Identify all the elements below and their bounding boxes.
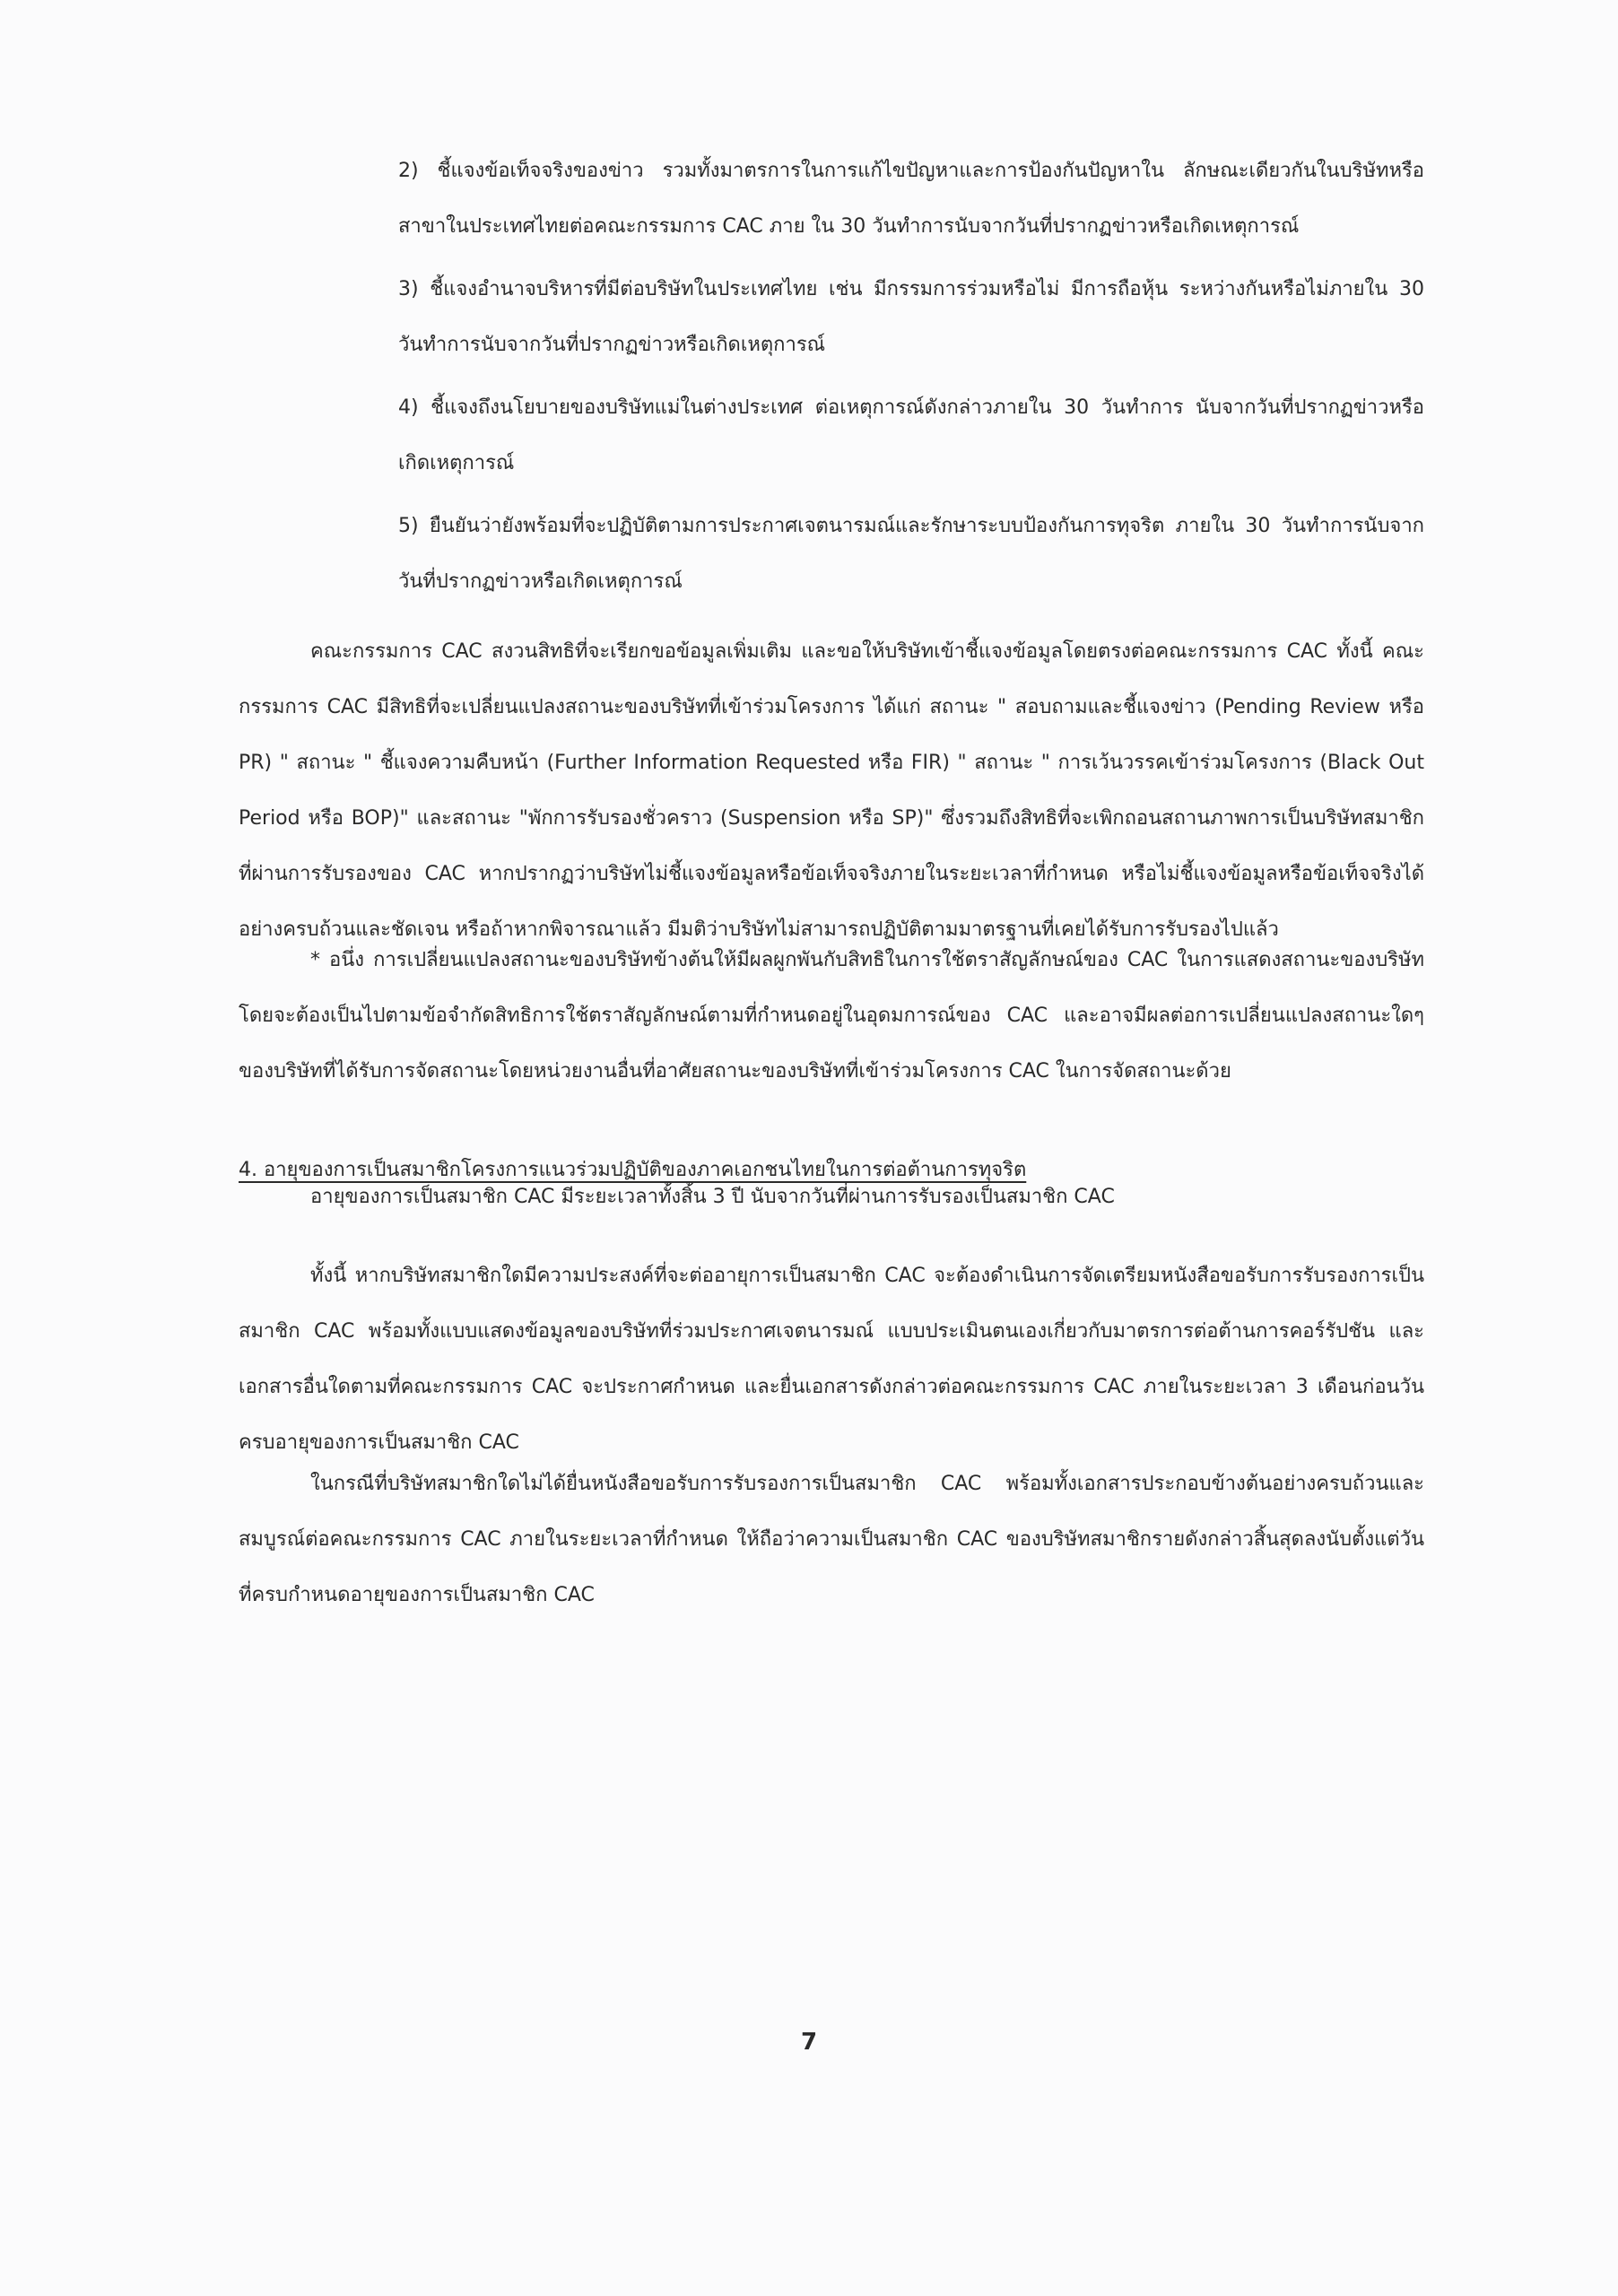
section-heading: 4. อายุของการเป็นสมาชิกโครงการแนวร่วมปฏิบัติของภาคเอกชนไทยในการต่อต้านการทุจริต: [239, 1159, 1027, 1181]
paragraph-status-change: คณะกรรมการ CAC สงวนสิทธิที่จะเรียกขอข้อมูลเพิ่มเติม และขอให้บริษัทเข้าชี้แจงข้อมูลโดยตรงต่อคณะกรรมการ CAC ทั้งนี้ คณะกรรมการ CAC มีสิทธิที่จะเปลี่ยนแปลงสถานะของบริษัทที่เข้าร่วมโครงการ ได้แก่ สถานะ " สอบถามและชี้แจงข่าว (Pending Review หรือ PR) " สถานะ " ชี้แจงความคืบหน้า (Further Information Requested หรือ FIR) " สถานะ " การเว้นวรรคเข้าร่วมโครงการ (Black Out Period หรือ BOP)" และสถานะ "พักการรับรองชั่วคราว (Suspension หรือ SP)" ซึ่งรวมถึงสิทธิที่จะเพิกถอนสถานภาพการเป็นบริษัทสมาชิกที่ผ่านการรับรองของ CAC หากปรากฏว่าบริษัทไม่ชี้แจงข้อมูลหรือข้อเท็จจริงภายในระยะเวลาที่กำหนด หรือไม่ชี้แจงข้อมูลหรือข้อเท็จจริงได้อย่างครบถ้วนและชัดเจน หรือถ้าหากพิจารณาแล้ว มีมติว่าบริษัทไม่สามารถปฏิบัติตามมาตรฐานที่เคยได้รับการรับรองไปแล้ว: [239, 640, 1424, 941]
page-number: 7: [800, 2029, 818, 2056]
list-item-3: 3) ชี้แจงอำนาจบริหารที่มีต่อบริษัทในประเทศไทย เช่น มีกรรมการร่วมหรือไม่ มีการถือหุ้น ระหว่างกันหรือไม่ภายใน 30 วันทำการนับจากวันที่ปรากฏข่าวหรือเกิดเหตุการณ์: [398, 278, 1424, 356]
list-item-5: 5) ยืนยันว่ายังพร้อมที่จะปฏิบัติตามการประกาศเจตนารมณ์และรักษาระบบป้องกันการทุจริต ภายใน 30 วันทำการนับจากวันที่ปรากฏข่าวหรือเกิดเหตุการณ์: [398, 515, 1424, 593]
paragraph-renewal: ทั้งนี้ หากบริษัทสมาชิกใดมีความประสงค์ที่จะต่ออายุการเป็นสมาชิก CAC จะต้องดำเนินการจัดเตรียมหนังสือขอรับการรับรองการเป็นสมาชิก CAC พร้อมทั้งแบบแสดงข้อมูลของบริษัทที่ร่วมประกาศเจตนารมณ์ แบบประเมินตนเองเกี่ยวกับมาตรการต่อต้านการคอร์รัปชัน และเอกสารอื่นใดตามที่คณะกรรมการ CAC จะประกาศกำหนด และยื่นเอกสารดังกล่าวต่อคณะกรรมการ CAC ภายในระยะเวลา 3 เดือนก่อนวันครบอายุของการเป็นสมาชิก CAC: [239, 1265, 1424, 1454]
paragraph-note: * อนึ่ง การเปลี่ยนแปลงสถานะของบริษัทข้างต้นให้มีผลผูกพันกับสิทธิในการใช้ตราสัญลักษณ์ของ CAC ในการแสดงสถานะของบริษัท โดยจะต้องเป็นไปตามข้อจำกัดสิทธิการใช้ตราสัญลักษณ์ตามที่กำหนดอยู่ในอุดมการณ์ของ CAC และอาจมีผลต่อการเปลี่ยนแปลงสถานะใดๆ ของบริษัทที่ได้รับการจัดสถานะโดยหน่วยงานอื่นที่อาศัยสถานะของบริษัทที่เข้าร่วมโครงการ CAC ในการจัดสถานะด้วย: [239, 949, 1424, 1083]
list-item-4: 4) ชี้แจงถึงนโยบายของบริษัทแม่ในต่างประเทศ ต่อเหตุการณ์ดังกล่าวภายใน 30 วันทำการ นับจากวันที่ปรากฏข่าวหรือเกิดเหตุการณ์: [398, 396, 1424, 474]
paragraph-membership-term: อายุของการเป็นสมาชิก CAC มีระยะเวลาทั้งสิ้น 3 ปี นับจากวันที่ผ่านการรับรองเป็นสมาชิก CAC: [310, 1186, 1115, 1208]
paragraph-expiry: ในกรณีที่บริษัทสมาชิกใดไม่ได้ยื่นหนังสือขอรับการรับรองการเป็นสมาชิก CAC พร้อมทั้งเอกสารประกอบข้างต้นอย่างครบถ้วนและสมบูรณ์ต่อคณะกรรมการ CAC ภายในระยะเวลาที่กำหนด ให้ถือว่าความเป็นสมาชิก CAC ของบริษัทสมาชิกรายดังกล่าวสิ้นสุดลงนับตั้งแต่วันที่ครบกำหนดอายุของการเป็นสมาชิก CAC: [239, 1473, 1424, 1606]
list-item-2: 2) ชี้แจงข้อเท็จจริงของข่าว รวมทั้งมาตรการในการแก้ไขปัญหาและการป้องกันปัญหาใน ลักษณะเดียวกันในบริษัทหรือสาขาในประเทศไทยต่อคณะกรรมการ CAC ภาย ใน 30 วันทำการนับจากวันที่ปรากฏข่าวหรือเกิดเหตุการณ์: [398, 160, 1424, 238]
